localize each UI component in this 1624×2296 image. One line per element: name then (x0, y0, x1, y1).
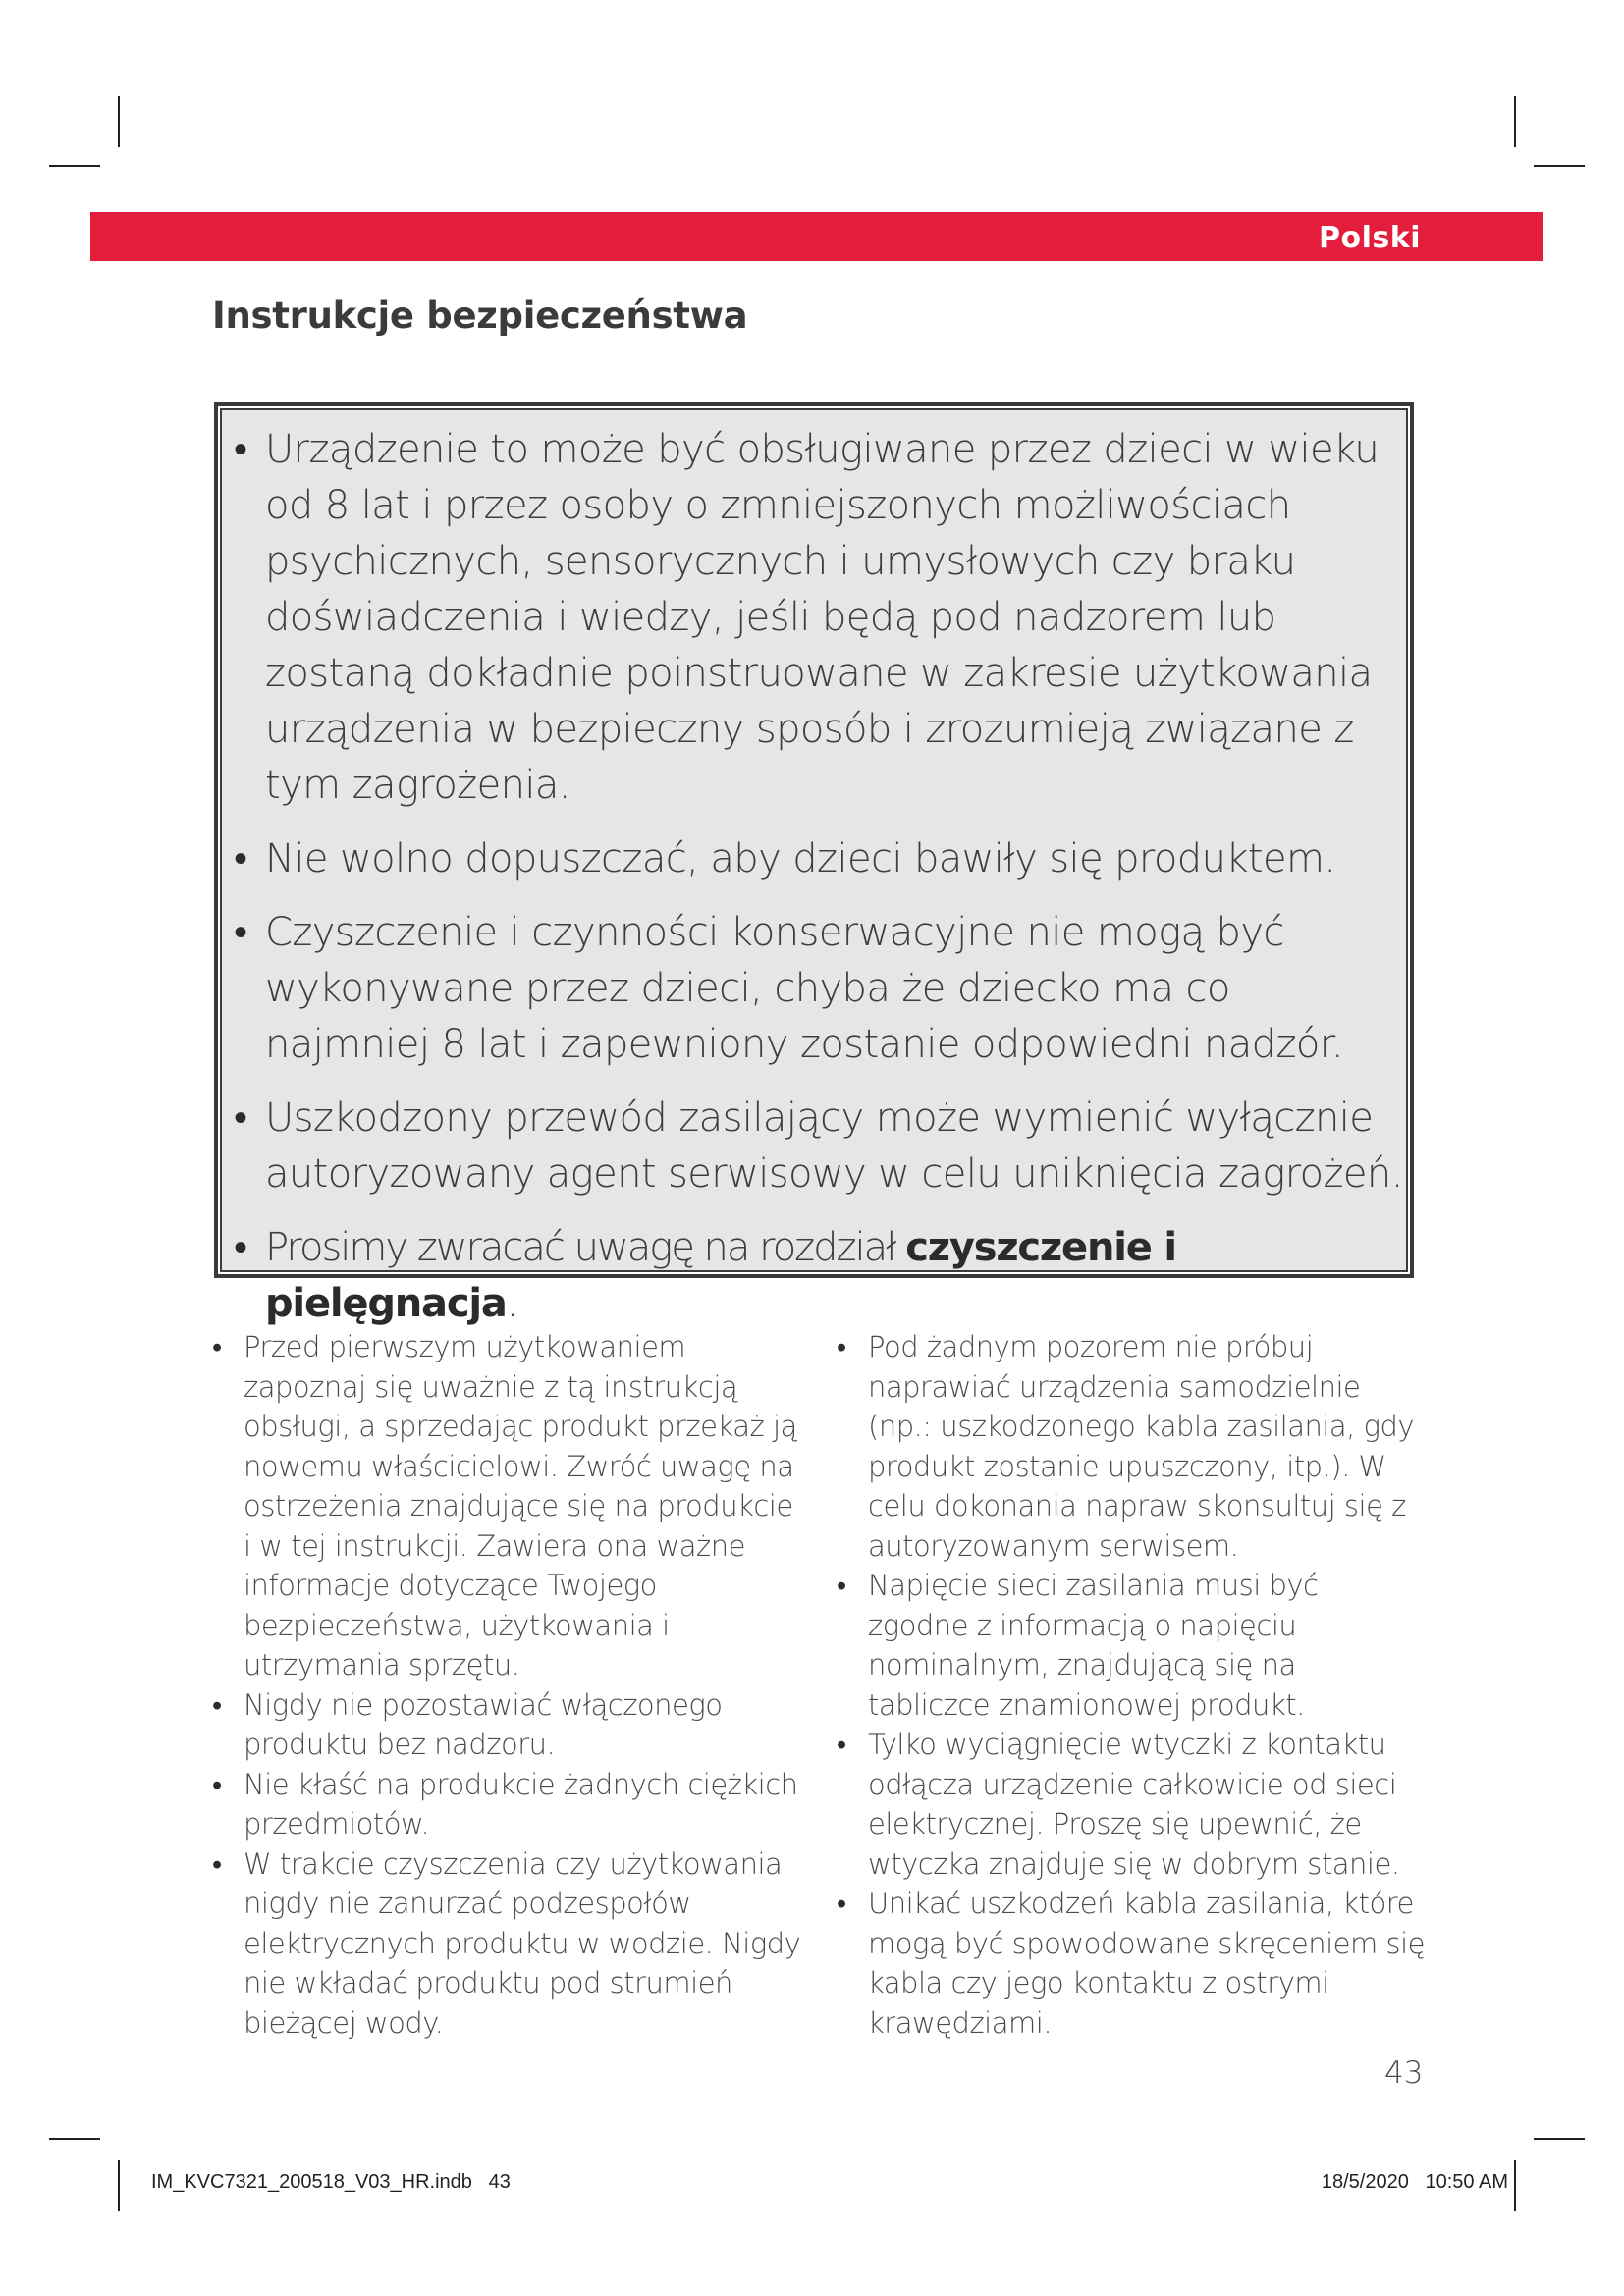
right-column (837, 1327, 1426, 2043)
list-item (837, 1884, 1426, 2043)
crop-mark-top-right-horizontal (1534, 165, 1585, 167)
list-item-text: W trakcie czyszczenia czy użytkowania nigdy nie zanurzać podzespołów elektrycznych produktu w wodzie. Nigdy nie wkładać produktu pod strumień bieżącej wody. (244, 1846, 801, 2040)
page-number: 43 (1384, 2056, 1424, 2091)
warning-text: Urządzenie to może być obsługiwane przez dzieci w wieku od 8 lat i przez osoby o zmniejszonych możliwościach psychicznych, sensorycznych i umysłowych czy braku doświadczenia i wiedzy, jeśli będą pod nadzorem lub zostaną dokładnie poinstruowane w zakresie użytkowania urządzenia w bezpieczny sposób i zrozumieją związane z tym zagrożenia. (265, 427, 1380, 808)
left-column (212, 1327, 801, 2043)
bullet-icon: • (234, 1095, 247, 1141)
list-item (212, 1765, 801, 1844)
warning-text-prefix: Prosimy zwracać uwagę na rozdział (265, 1225, 906, 1270)
bullet-icon: • (234, 427, 247, 472)
crop-mark-top-left-horizontal (49, 165, 100, 167)
right-column-list (837, 1327, 1426, 2043)
bullet-icon: • (212, 1846, 222, 1881)
warning-text: Uszkodzony przewód zasilający może wymienić wyłącznie autoryzowany agent serwisowy w celu uniknięcia zagrożeń. (265, 1095, 1403, 1197)
bullet-icon: • (837, 1330, 846, 1363)
warning-item (232, 831, 1404, 887)
warning-item-care-reference (232, 1220, 1404, 1332)
bullet-icon: • (837, 1728, 846, 1761)
crop-mark-top-left-vertical (118, 96, 120, 147)
list-item (837, 1725, 1426, 1884)
list-item-text: Nigdy nie pozostawiać włączonego produktu bez nadzoru. (244, 1687, 723, 1761)
list-item (212, 1844, 801, 2044)
warning-item (232, 1091, 1404, 1202)
list-item-text: Tylko wyciągnięcie wtyczki z kontaktu odłącza urządzenie całkowicie od sieci elektrycznej. Proszę się upewnić, że wtyczka znajduje się w dobrym stanie. (868, 1728, 1400, 1881)
list-item (212, 1327, 801, 1685)
bullet-icon: • (234, 836, 247, 881)
language-banner (90, 212, 1543, 261)
bullet-icon: • (212, 1687, 222, 1722)
print-file-name: IM_KVC7321_200518_V03_HR.indb 43 (151, 2171, 511, 2193)
crop-mark-top-right-vertical (1514, 96, 1516, 147)
bullet-icon: • (212, 1767, 222, 1801)
warning-item (232, 422, 1404, 814)
list-item (837, 1566, 1426, 1725)
print-timestamp: 18/5/2020 10:50 AM (1321, 2171, 1508, 2193)
bullet-icon: • (234, 1225, 246, 1270)
safety-warning-box (214, 402, 1414, 1326)
left-column-list (212, 1327, 801, 2043)
list-item (837, 1327, 1426, 1566)
language-label: Polski (1319, 221, 1421, 255)
crop-mark-bottom-right-horizontal (1534, 2138, 1585, 2140)
page-title: Instrukcje bezpieczeństwa (212, 294, 748, 337)
bullet-icon: • (837, 1887, 846, 1920)
bullet-icon: • (212, 1330, 222, 1363)
warning-text: Czyszczenie i czynności konserwacyjne nie mogą być wykonywane przez dzieci, chyba że dziecko ma co najmniej 8 lat i zapewniony zostanie odpowiedni nadzór. (265, 910, 1343, 1067)
crop-mark-bottom-left-vertical (118, 2160, 120, 2211)
list-item (212, 1685, 801, 1765)
bullet-icon: • (234, 910, 247, 955)
warning-text: Nie wolno dopuszczać, aby dzieci bawiły się produktem. (265, 836, 1336, 881)
list-item-text: Pod żadnym pozorem nie próbuj naprawiać urządzenia samodzielnie (np.: uszkodzonego kabla zasilania, gdy produkt zostanie upuszczony, itp.). W celu dokonania napraw skonsultuj się z autoryzowanym serwisem. (868, 1330, 1415, 1563)
bullet-icon: • (837, 1569, 846, 1602)
warning-list (232, 422, 1404, 1332)
warning-item (232, 905, 1404, 1073)
list-item-text: Nie kłaść na produkcie żadnych ciężkich przedmiotów. (244, 1767, 798, 1841)
chapter-reference: czyszczenie i pielęgnacja (265, 1225, 1176, 1326)
warning-text-suffix: . (506, 1281, 517, 1326)
list-item-text: Przed pierwszym użytkowaniem zapoznaj się uważnie z tą instrukcją obsługi, a sprzedając produkt przekaż ją nowemu właścicielowi. Zwróć uwagę na ostrzeżenia znajdujące się na produkcie i w tej instrukcji. Zawiera ona ważne informacje dotyczące Twojego bezpieczeństwa, użytkowania i utrzymania sprzętu. (244, 1330, 797, 1682)
list-item-text: Napięcie sieci zasilania musi być zgodne z informacją o napięciu nominalnym, znajdującą się na tabliczce znamionowej produkt. (868, 1569, 1319, 1722)
list-item-text: Unikać uszkodzeń kabla zasilania, które mogą być spowodowane skręceniem się kabla czy jego kontaktu z ostrymi krawędziami. (868, 1887, 1425, 2040)
crop-mark-bottom-left-horizontal (49, 2138, 100, 2140)
crop-mark-bottom-right-vertical (1514, 2160, 1516, 2211)
